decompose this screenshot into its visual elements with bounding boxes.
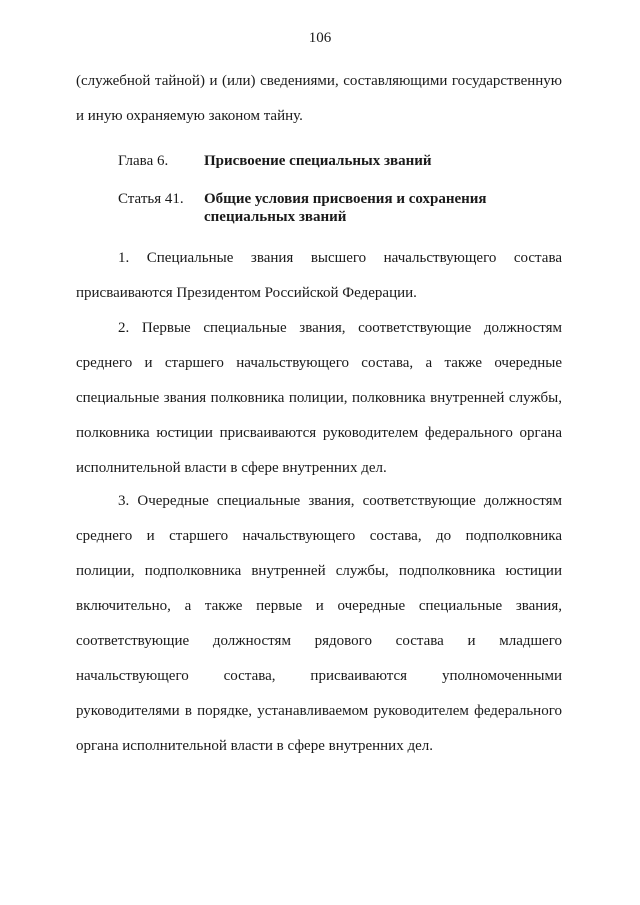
paragraph-line: полиции, подполковника внутренней службы, подполковника юстиции bbox=[76, 563, 562, 579]
paragraph-line: 2. Первые специальные звания, соответствующие должностям bbox=[118, 320, 562, 336]
page-number: 106 bbox=[308, 30, 332, 46]
paragraph-line: среднего и старшего начальствующего состава, а также очередные bbox=[76, 355, 562, 371]
paragraph-line: среднего и старшего начальствующего состава, до подполковника bbox=[76, 528, 562, 544]
article-heading bbox=[118, 190, 487, 226]
chapter-label: Глава 6. bbox=[118, 153, 169, 169]
paragraph-line: 3. Очередные специальные звания, соответствующие должностям bbox=[118, 493, 562, 509]
paragraph-line: специальные звания полковника полиции, полковника внутренней службы, bbox=[76, 390, 562, 406]
paragraph-line: соответствующие должностям рядового состава и младшего bbox=[76, 633, 562, 649]
intro-paragraph bbox=[76, 64, 562, 134]
paragraph-line: 1. Специальные звания высшего начальствующего состава bbox=[118, 250, 562, 266]
article-label: Статья 41. bbox=[118, 191, 184, 207]
chapter-heading bbox=[118, 152, 432, 170]
paragraph-line: начальствующего состава, присваиваются уполномоченными bbox=[76, 668, 562, 684]
article-title-line: Общие условия присвоения и сохранения bbox=[204, 191, 487, 207]
paragraph-line: присваиваются Президентом Российской Федерации. bbox=[76, 285, 417, 301]
paragraph-2 bbox=[76, 311, 562, 486]
article-title bbox=[204, 190, 487, 226]
intro-line: и иную охраняемую законом тайну. bbox=[76, 108, 303, 124]
paragraph-line: включительно, а также первые и очередные специальные звания, bbox=[76, 598, 562, 614]
paragraph-3 bbox=[76, 484, 562, 764]
intro-line: (служебной тайной) и (или) сведениями, составляющими государственную bbox=[76, 73, 562, 89]
paragraph-1 bbox=[76, 241, 562, 311]
paragraph-line: полковника юстиции присваиваются руководителем федерального органа bbox=[76, 425, 562, 441]
paragraph-line: исполнительной власти в сфере внутренних дел. bbox=[76, 460, 387, 476]
article-title-line: специальных званий bbox=[204, 209, 347, 225]
paragraph-line: руководителями в порядке, устанавливаемом руководителем федерального bbox=[76, 703, 562, 719]
paragraph-line: органа исполнительной власти в сфере внутренних дел. bbox=[76, 738, 433, 754]
chapter-title: Присвоение специальных званий bbox=[204, 153, 432, 169]
